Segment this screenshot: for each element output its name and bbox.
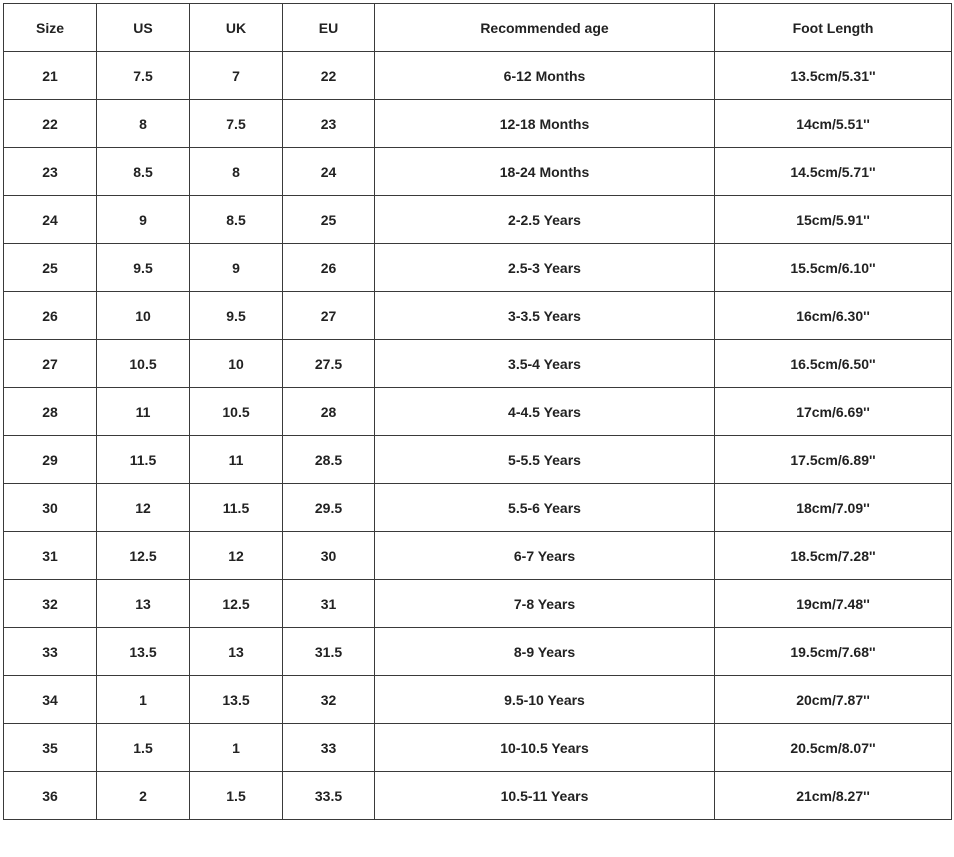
cell-size: 35: [4, 724, 97, 772]
table-row: [4, 340, 952, 388]
cell-recommended-age: 5-5.5 Years: [375, 436, 715, 484]
cell-uk: 9.5: [190, 292, 283, 340]
cell-us: 1.5: [97, 724, 190, 772]
cell-foot-length: 15.5cm/6.10'': [715, 244, 952, 292]
cell-uk: 10: [190, 340, 283, 388]
cell-size: 31: [4, 532, 97, 580]
cell-eu: 31: [283, 580, 375, 628]
cell-recommended-age: 2.5-3 Years: [375, 244, 715, 292]
cell-foot-length: 19cm/7.48'': [715, 580, 952, 628]
cell-foot-length: 13.5cm/5.31'': [715, 52, 952, 100]
cell-uk: 11.5: [190, 484, 283, 532]
cell-foot-length: 18cm/7.09'': [715, 484, 952, 532]
cell-us: 1: [97, 676, 190, 724]
cell-eu: 25: [283, 196, 375, 244]
cell-eu: 27: [283, 292, 375, 340]
cell-eu: 30: [283, 532, 375, 580]
cell-size: 21: [4, 52, 97, 100]
cell-size: 29: [4, 436, 97, 484]
cell-recommended-age: 10-10.5 Years: [375, 724, 715, 772]
cell-eu: 33.5: [283, 772, 375, 820]
cell-us: 9.5: [97, 244, 190, 292]
cell-us: 13: [97, 580, 190, 628]
cell-recommended-age: 3.5-4 Years: [375, 340, 715, 388]
cell-recommended-age: 4-4.5 Years: [375, 388, 715, 436]
cell-recommended-age: 5.5-6 Years: [375, 484, 715, 532]
cell-foot-length: 18.5cm/7.28'': [715, 532, 952, 580]
cell-size: 28: [4, 388, 97, 436]
cell-uk: 8: [190, 148, 283, 196]
cell-uk: 7.5: [190, 100, 283, 148]
cell-us: 12: [97, 484, 190, 532]
table-header: [4, 4, 952, 52]
cell-us: 7.5: [97, 52, 190, 100]
table-row: [4, 724, 952, 772]
cell-eu: 27.5: [283, 340, 375, 388]
cell-uk: 13: [190, 628, 283, 676]
cell-size: 32: [4, 580, 97, 628]
cell-foot-length: 15cm/5.91'': [715, 196, 952, 244]
cell-us: 2: [97, 772, 190, 820]
cell-size: 33: [4, 628, 97, 676]
cell-uk: 1.5: [190, 772, 283, 820]
size-chart-container: [3, 3, 952, 820]
table-row: [4, 628, 952, 676]
table-row: [4, 52, 952, 100]
column-header-foot-length: Foot Length: [715, 4, 952, 52]
table-row: [4, 580, 952, 628]
cell-uk: 8.5: [190, 196, 283, 244]
cell-recommended-age: 6-7 Years: [375, 532, 715, 580]
cell-us: 9: [97, 196, 190, 244]
cell-uk: 12.5: [190, 580, 283, 628]
cell-us: 12.5: [97, 532, 190, 580]
cell-recommended-age: 10.5-11 Years: [375, 772, 715, 820]
cell-us: 11: [97, 388, 190, 436]
cell-us: 13.5: [97, 628, 190, 676]
cell-size: 26: [4, 292, 97, 340]
table-row: [4, 100, 952, 148]
cell-foot-length: 17cm/6.69'': [715, 388, 952, 436]
table-body: [4, 52, 952, 820]
cell-recommended-age: 3-3.5 Years: [375, 292, 715, 340]
cell-eu: 22: [283, 52, 375, 100]
cell-size: 27: [4, 340, 97, 388]
cell-size: 24: [4, 196, 97, 244]
table-row: [4, 532, 952, 580]
cell-uk: 12: [190, 532, 283, 580]
cell-recommended-age: 8-9 Years: [375, 628, 715, 676]
cell-foot-length: 16.5cm/6.50'': [715, 340, 952, 388]
cell-uk: 7: [190, 52, 283, 100]
size-chart-table: [3, 3, 952, 820]
cell-uk: 9: [190, 244, 283, 292]
column-header-us: US: [97, 4, 190, 52]
cell-uk: 10.5: [190, 388, 283, 436]
table-row: [4, 148, 952, 196]
cell-size: 36: [4, 772, 97, 820]
table-row: [4, 388, 952, 436]
cell-uk: 1: [190, 724, 283, 772]
column-header-recommended-age: Recommended age: [375, 4, 715, 52]
table-row: [4, 484, 952, 532]
cell-uk: 13.5: [190, 676, 283, 724]
table-row: [4, 244, 952, 292]
cell-size: 23: [4, 148, 97, 196]
cell-foot-length: 19.5cm/7.68'': [715, 628, 952, 676]
cell-recommended-age: 2-2.5 Years: [375, 196, 715, 244]
cell-foot-length: 14.5cm/5.71'': [715, 148, 952, 196]
cell-us: 10: [97, 292, 190, 340]
cell-eu: 31.5: [283, 628, 375, 676]
table-row: [4, 772, 952, 820]
cell-eu: 24: [283, 148, 375, 196]
table-row: [4, 292, 952, 340]
cell-foot-length: 20.5cm/8.07'': [715, 724, 952, 772]
cell-eu: 33: [283, 724, 375, 772]
cell-us: 8: [97, 100, 190, 148]
table-row: [4, 676, 952, 724]
cell-us: 11.5: [97, 436, 190, 484]
cell-eu: 23: [283, 100, 375, 148]
cell-recommended-age: 12-18 Months: [375, 100, 715, 148]
cell-uk: 11: [190, 436, 283, 484]
cell-recommended-age: 18-24 Months: [375, 148, 715, 196]
cell-foot-length: 20cm/7.87'': [715, 676, 952, 724]
cell-foot-length: 17.5cm/6.89'': [715, 436, 952, 484]
cell-eu: 29.5: [283, 484, 375, 532]
cell-eu: 28.5: [283, 436, 375, 484]
cell-eu: 32: [283, 676, 375, 724]
cell-eu: 26: [283, 244, 375, 292]
cell-eu: 28: [283, 388, 375, 436]
cell-us: 8.5: [97, 148, 190, 196]
column-header-uk: UK: [190, 4, 283, 52]
cell-recommended-age: 6-12 Months: [375, 52, 715, 100]
column-header-eu: EU: [283, 4, 375, 52]
cell-size: 30: [4, 484, 97, 532]
cell-us: 10.5: [97, 340, 190, 388]
table-row: [4, 196, 952, 244]
header-row: [4, 4, 952, 52]
cell-size: 34: [4, 676, 97, 724]
cell-foot-length: 16cm/6.30'': [715, 292, 952, 340]
cell-recommended-age: 9.5-10 Years: [375, 676, 715, 724]
cell-size: 22: [4, 100, 97, 148]
table-row: [4, 436, 952, 484]
cell-size: 25: [4, 244, 97, 292]
cell-foot-length: 21cm/8.27'': [715, 772, 952, 820]
cell-foot-length: 14cm/5.51'': [715, 100, 952, 148]
column-header-size: Size: [4, 4, 97, 52]
cell-recommended-age: 7-8 Years: [375, 580, 715, 628]
